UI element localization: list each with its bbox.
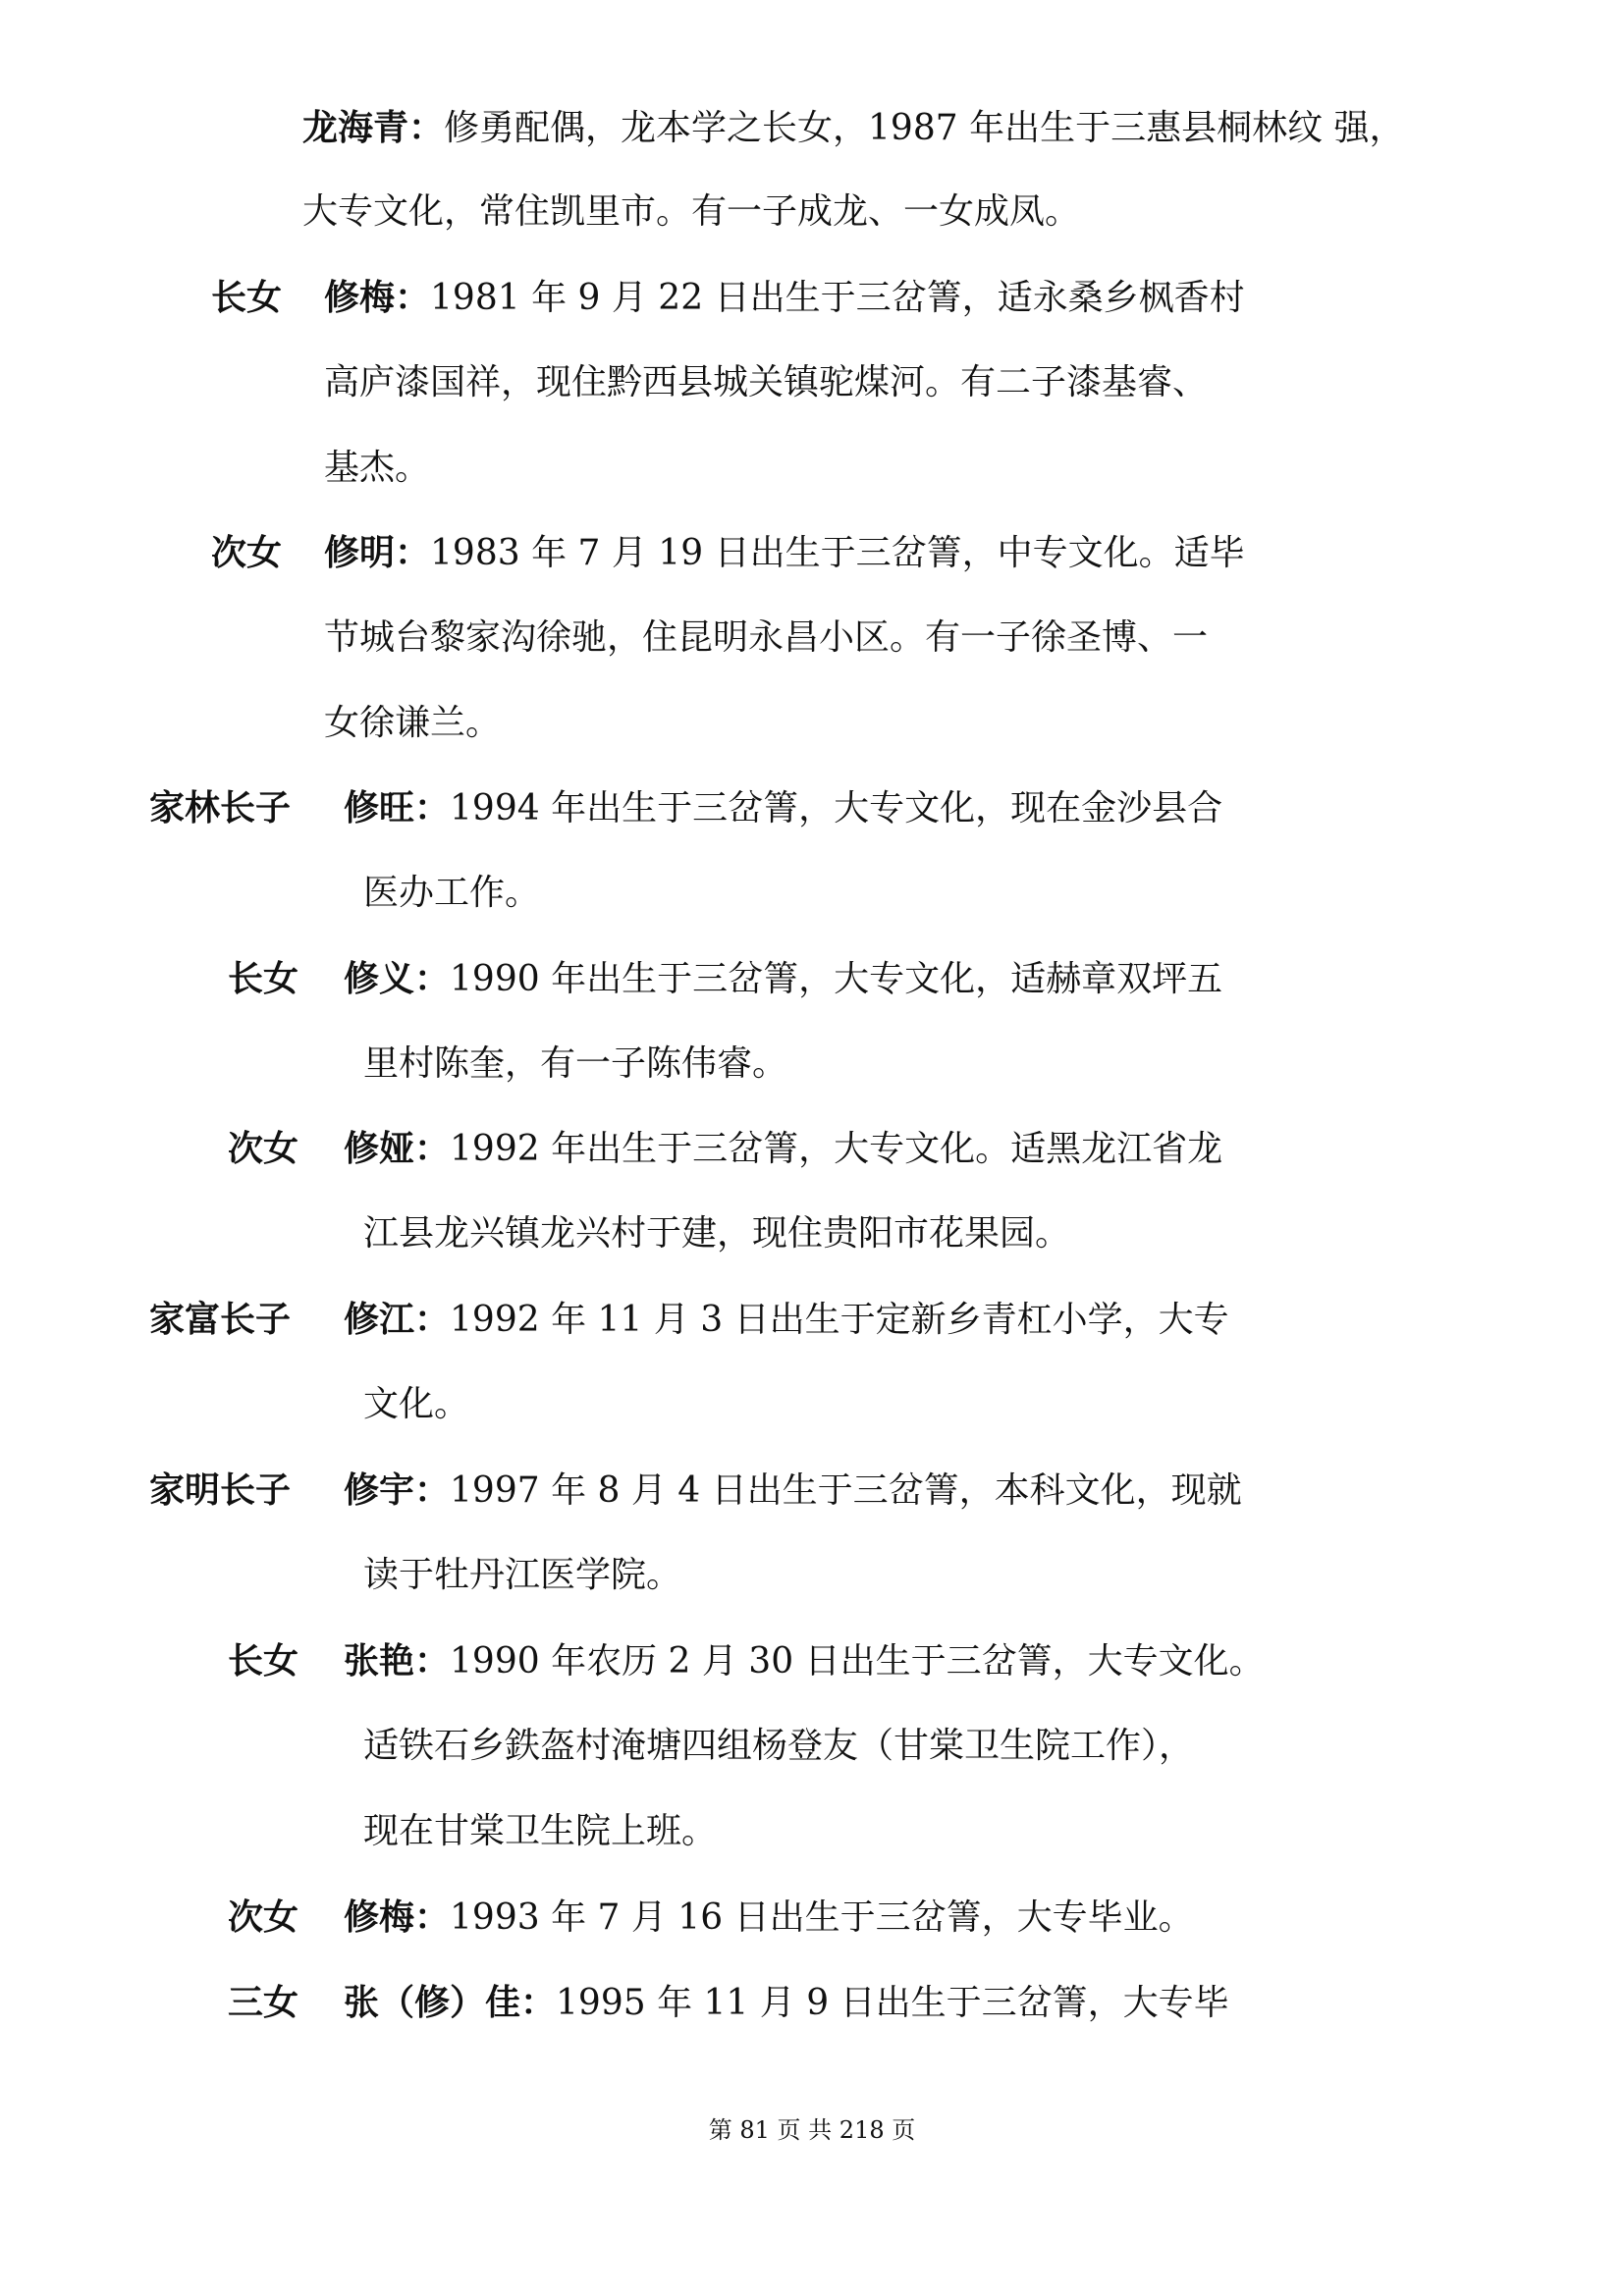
entry-relation: 长女 xyxy=(228,1640,299,1682)
entry-text: 1990 年农历 2 月 30 日出生于三岔箐，大专文化。 xyxy=(450,1641,1265,1682)
entry-line xyxy=(344,1981,1229,2025)
entry-text: 修勇配偶，龙本学之长女，1987 年出生于三惠县桐林纹 强， xyxy=(444,108,1405,148)
entry-line xyxy=(324,276,1245,320)
entry-relation: 次女 xyxy=(228,1128,299,1169)
entry-relation: 长女 xyxy=(211,277,283,318)
entry-text: 里村陈奎，有一子陈伟睿。 xyxy=(363,1043,788,1084)
entry-line xyxy=(363,1554,681,1597)
entry-text: 1990 年出生于三岔箐，大专文化，适赫章双坪五 xyxy=(450,959,1223,999)
entry-text: 江县龙兴镇龙兴村于建，现住贵阳市花果园。 xyxy=(363,1213,1071,1254)
entry-line xyxy=(149,1468,291,1513)
entry-text: 1992 年出生于三岔箐，大专文化。适黑龙江省龙 xyxy=(450,1129,1223,1169)
entry-text: 文化。 xyxy=(363,1384,470,1424)
entry-line xyxy=(228,1639,298,1683)
entry-line xyxy=(363,1725,1194,1768)
entry-text: 女徐谦兰。 xyxy=(324,703,502,743)
entry-line xyxy=(324,447,430,490)
entry-line xyxy=(149,786,291,830)
entry-name: 张（修）佳： xyxy=(344,1982,557,2023)
entry-name: 修娅： xyxy=(344,1128,451,1169)
entry-line xyxy=(211,276,282,320)
entry-line xyxy=(344,1127,1222,1171)
entry-text: 现在甘棠卫生院上班。 xyxy=(363,1811,718,1851)
entry-text: 1997 年 8 月 4 日出生于三岔箐，本科文化，现就 xyxy=(450,1470,1242,1511)
entry-text: 读于牡丹江医学院。 xyxy=(363,1555,682,1595)
entry-line xyxy=(228,957,298,1001)
entry-text: 1995 年 11 月 9 日出生于三岔箐，大专毕 xyxy=(556,1983,1229,2023)
entry-name: 修旺： xyxy=(344,787,451,828)
entry-name: 修义： xyxy=(344,958,451,999)
page-number-footer: 第 81 页 共 218 页 xyxy=(708,2116,916,2144)
entry-line xyxy=(363,1212,1070,1255)
entry-text: 高庐漆国祥，现住黔西县城关镇驼煤河。有二子漆基睿、 xyxy=(324,362,1209,402)
entry-name: 修梅： xyxy=(324,277,431,318)
entry-name: 修江： xyxy=(344,1299,451,1340)
entry-text: 1993 年 7 月 16 日出生于三岔箐，大专毕业。 xyxy=(450,1897,1194,1938)
entry-relation: 次女 xyxy=(211,532,283,573)
entry-line xyxy=(324,361,1208,404)
entry-line xyxy=(324,616,1208,660)
entry-line xyxy=(302,190,1080,234)
entry-line xyxy=(344,1639,1265,1683)
entry-name: 修梅： xyxy=(344,1896,451,1938)
entry-line xyxy=(324,702,501,745)
entry-line xyxy=(344,1298,1229,1342)
entry-relation: 家明长子 xyxy=(149,1469,292,1511)
entry-relation: 家富长子 xyxy=(149,1299,292,1340)
entry-line xyxy=(363,1383,469,1426)
entry-relation: 三女 xyxy=(228,1982,299,2023)
entry-name: 修宇： xyxy=(344,1469,451,1511)
entry-text: 大专文化，常住凯里市。有一子成龙、一女成凤。 xyxy=(302,191,1081,232)
entry-text: 1981 年 9 月 22 日出生于三岔箐，适永桑乡枫香村 xyxy=(430,278,1245,318)
entry-line xyxy=(363,1042,787,1086)
entry-name: 龙海青： xyxy=(302,107,445,148)
entry-text: 1983 年 7 月 19 日出生于三岔箐，中专文化。适毕 xyxy=(430,533,1245,573)
entry-relation: 长女 xyxy=(228,958,299,999)
entry-name: 张艳： xyxy=(344,1640,451,1682)
entry-text: 节城台黎家沟徐驰，住昆明永昌小区。有一子徐圣博、一 xyxy=(324,617,1209,658)
entry-text: 1994 年出生于三岔箐，大专文化，现在金沙县合 xyxy=(450,788,1223,828)
entry-line xyxy=(363,872,540,915)
entry-line xyxy=(302,106,1405,150)
entry-line xyxy=(228,1127,298,1171)
entry-line xyxy=(344,786,1222,830)
entry-line xyxy=(211,531,282,575)
entry-text: 适铁石乡鉄盔村淹塘四组杨登友（甘棠卫生院工作）， xyxy=(363,1726,1195,1766)
entry-line xyxy=(324,531,1245,575)
entry-line xyxy=(149,1298,291,1342)
entry-relation: 次女 xyxy=(228,1896,299,1938)
entry-line xyxy=(228,1896,298,1940)
entry-line xyxy=(344,1896,1194,1940)
entry-text: 医办工作。 xyxy=(363,873,541,913)
entry-text: 1992 年 11 月 3 日出生于定新乡青杠小学，大专 xyxy=(450,1300,1229,1340)
entry-line xyxy=(344,1468,1242,1513)
entry-line xyxy=(363,1810,717,1853)
entry-line xyxy=(228,1981,298,2025)
entry-text: 基杰。 xyxy=(324,448,431,488)
entry-line xyxy=(344,957,1222,1001)
entry-relation: 家林长子 xyxy=(149,787,292,828)
entry-name: 修明： xyxy=(324,532,431,573)
